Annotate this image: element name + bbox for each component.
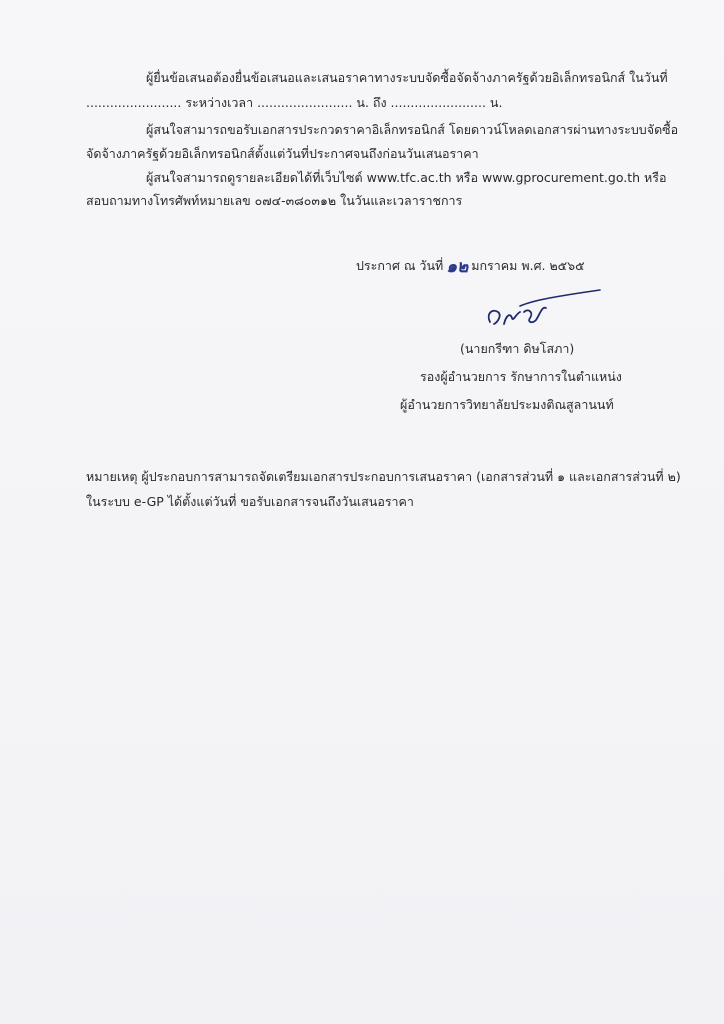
signatory-name: (นายกรีฑา ดิษโสภา) <box>460 341 575 356</box>
handwritten-day: ๑๒ <box>446 257 469 277</box>
para1-line2: ........................ ระหว่างเวลา ........................ น. ถึง ........................ น. <box>86 95 503 110</box>
announcement-prefix: ประกาศ ณ วันที่ <box>356 258 444 273</box>
para3-line2: สอบถามทางโทรศัพท์หมายเลข ๐๗๔-๓๘๐๓๑๒ ในวันและเวลาราชการ <box>86 193 463 208</box>
announcement-date <box>356 258 585 275</box>
para2-line1: ผู้สนใจสามารถขอรับเอกสารประกวดราคาอิเล็กทรอนิกส์ โดยดาวน์โหลดเอกสารผ่านทางระบบจัดซื้อ <box>146 122 679 137</box>
signatory-position-line1: รองผู้อำนวยการ รักษาการในตำแหน่ง <box>420 369 622 384</box>
signatory-position-line2: ผู้อำนวยการวิทยาลัยประมงติณสูลานนท์ <box>400 397 614 412</box>
para2-line2: จัดจ้างภาครัฐด้วยอิเล็กทรอนิกส์ตั้งแต่วันที่ประกาศจนถึงก่อนวันเสนอราคา <box>86 146 479 161</box>
note-line1: หมายเหตุ ผู้ประกอบการสามารถจัดเตรียมเอกสารประกอบการเสนอราคา (เอกสารส่วนที่ ๑ และเอกสารส่วนที่ ๒) <box>86 469 681 484</box>
signature-image <box>476 284 606 332</box>
note-line2: ในระบบ e-GP ได้ตั้งแต่วันที่ ขอรับเอกสารจนถึงวันเสนอราคา <box>86 494 414 509</box>
para1-line1: ผู้ยื่นข้อเสนอต้องยื่นข้อเสนอและเสนอราคาทางระบบจัดซื้อจัดจ้างภาครัฐด้วยอิเล็กทรอนิกส์ ในวันที่ <box>146 70 668 85</box>
para3-line1: ผู้สนใจสามารถดูรายละเอียดได้ที่เว็บไซต์ www.tfc.ac.th หรือ www.gprocurement.go.th หรือ <box>146 170 667 185</box>
announcement-month-year: มกราคม พ.ศ. ๒๕๖๕ <box>471 258 585 273</box>
